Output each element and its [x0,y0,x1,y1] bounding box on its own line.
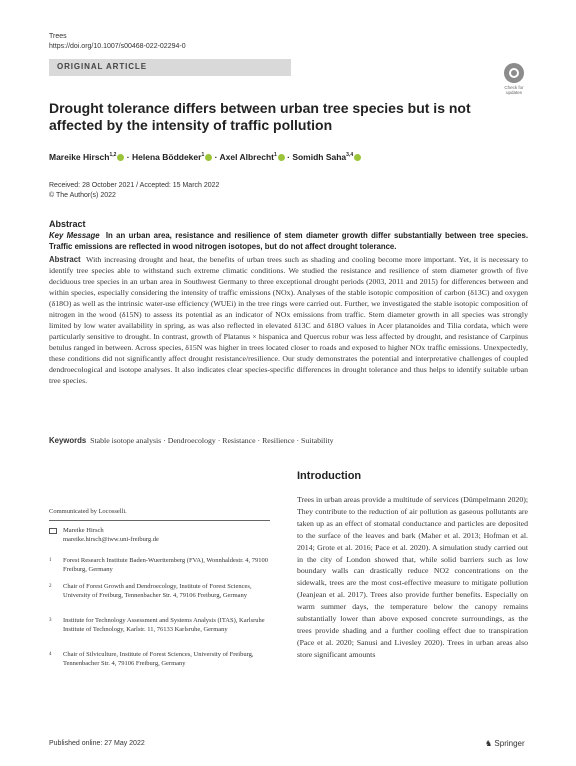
publisher-logo [485,739,525,748]
corresponding-email[interactable]: mareike.hirsch@iww.uni-freiburg.de [63,536,159,543]
key-message-text: In an urban area, resistance and resilience of stem diameter growth differ substantially between tree species. Traffic emissions are reflected in wood nitrogen isotopes, but do not affect drought tolerance. [49,231,528,251]
orcid-icon[interactable] [278,154,285,161]
badge-line-2: updates [505,90,522,95]
author-affil-sup: 1 [201,152,205,159]
footnote-divider [49,520,270,521]
affiliation-number: 4 [49,652,52,657]
corresponding-author [49,527,270,547]
badge-line-1: Check for [504,85,524,90]
article-title: Drought tolerance differs between urban tree species but is not affected by the intensity of traffic pollution [49,100,471,133]
author-name[interactable]: Helena Böddeker [132,152,202,162]
affiliation-text: Institute for Technology Assessment and Systems Analysis (ITAS), Karlsruhe Institute of Technology, Karlstr. 11, 76133 Karlsruhe, Germany [63,617,265,633]
introduction-heading: Introduction [297,470,362,482]
author-name[interactable]: Mareike Hirsch [49,152,110,162]
keywords-label: Keywords [49,436,87,445]
author-affil-sup: 1 [273,152,277,159]
affiliation-number: 1 [49,558,52,563]
communicated-by: Communicated by Locosselli. [49,508,127,515]
author-affil-sup: 3,4 [346,152,354,159]
orcid-icon[interactable] [117,154,124,161]
received-dates: Received: 28 October 2021 / Accepted: 15 March 2022 [49,182,220,189]
key-message-label: Key Message [49,231,100,240]
author-affil-sup: 1,2 [109,152,117,159]
keywords [49,436,528,445]
publisher-name: Springer [494,739,525,748]
author-list: Mareike Hirsch$^{1,2}$ · Helena Böddeker$^1$ · Axel Albrecht$^1$ · Somidh Saha$^{3,4}$ [49,152,509,162]
introduction-text: Trees in urban areas provide a multitude of services (Dümpelmann 2020); They contribute to the reduction of air pollution as gaseous pollutants are taken up as an effect of stomatal conductance and particles are deposited to the surface of the leaves and bark (Maher et al. 2013; Hofman et al. 2014; Grote et al. 2016; Pace et al. 2020). A simulation study carried out in the city of London showed that, while solid barriers such as low boundary walls can drastically reduce NO2 concentrations on the sidewalk, trees are the most cost-effective measure to mitigate pollution (Jeanjean et al. 2017). Trees also provide further benefits. Especially on warm summer days, the temperature below the canopy remains substantially lower than above exposed concrete surroundings, as the trees provide shading and a further cooling effect due to transpiration (Pace et al. 2020; Sanusi and Livesley 2020). Trees in urban areas also store significant amounts [297,495,528,659]
email-icon [49,528,57,534]
doi-link[interactable]: https://doi.org/10.1007/s00468-022-02294-0 [49,43,186,50]
key-message [49,230,528,252]
author-name[interactable]: Somidh Saha [292,152,347,162]
article-type-label: ORIGINAL ARTICLE [57,62,147,71]
springer-horse-icon: ♞ [485,739,493,748]
affiliation-text: Chair of Forest Growth and Dendroecology, Institute of Forest Sciences, University of Freiburg, Tennenbacher Str. 4, 79106 Freiburg, Germany [63,583,252,599]
corresponding-name: Mareike Hirsch [63,527,104,534]
keywords-text: Stable isotope analysis · Dendroecology · Resistance · Resilience · Suitability [90,436,334,445]
copyright-line: © The Author(s) 2022 [49,192,116,199]
abstract-text: With increasing drought and heat, the benefits of urban trees such as shading and cooling become more important. Yet, it is necessary to identify tree species able to withstand such extreme climatic conditions. We studied the resistance and resilience of stem diameter growth of five deciduous tree species in an urban area in Southwest Germany to three exceptional drought periods (2003, 2011 and 2015) for differences between and within species, especially considering the intensity of traffic emissions (NOx). Analyses of the stable isotopic composition of carbon (δ13C) and oxygen (δ18O) as well as the intrinsic water-use efficiency (WUEi) in the tree rings were carried out. Further, we investigated the stable isotopic composition of nitrogen in the wood (δ15N) to assess its potential as an indicator of NOx emissions from traffic. Stem diameter growth in all species was strongly limited by low water availability in spring, as was also reflected in elevated δ13C and δ18O values in Acer platanoides and Tilia cordata, which were particularly sensitive to drought. In contrast, growth of Platanus × hispanica and Quercus robur was less affected by drought, and resistance of Carpinus betulus ranged in between. Across species, δ15N was higher in trees located closer to roads and exposed to higher NOx traffic emissions. Unexpectedly, these conditions did not significantly affect drought resistance/resilience. Our study demonstrates the potential and interpretative challenges of coupled dendroecological and isotope analyses. It also indicates clear species-specific differences in drought tolerance and thus helps to identify suitable urban tree species. [49,255,528,385]
update-check-icon [504,63,524,83]
orcid-icon[interactable] [205,154,212,161]
journal-name: Trees [49,33,67,40]
affiliation-text: Chair of Silviculture, Institute of Forest Sciences, University of Freiburg, Tennenbacher Str. 4, 79106 Freiburg, Germany [63,651,254,667]
abstract-label: Abstract [49,255,81,264]
published-date: Published online: 27 May 2022 [49,740,145,747]
check-for-updates-badge[interactable] [500,63,528,97]
abstract-body [49,254,528,386]
orcid-icon[interactable] [354,154,361,161]
abstract-heading: Abstract [49,219,86,229]
article-type-banner [49,59,291,76]
author-name[interactable]: Axel Albrecht [219,152,274,162]
affiliation-text: Forest Research Institute Baden-Wuerttemberg (FVA), Wonnhaldestr. 4, 79100 Freiburg, Germany [63,557,269,573]
affiliation-number: 3 [49,618,52,623]
affiliation-number: 2 [49,584,52,589]
